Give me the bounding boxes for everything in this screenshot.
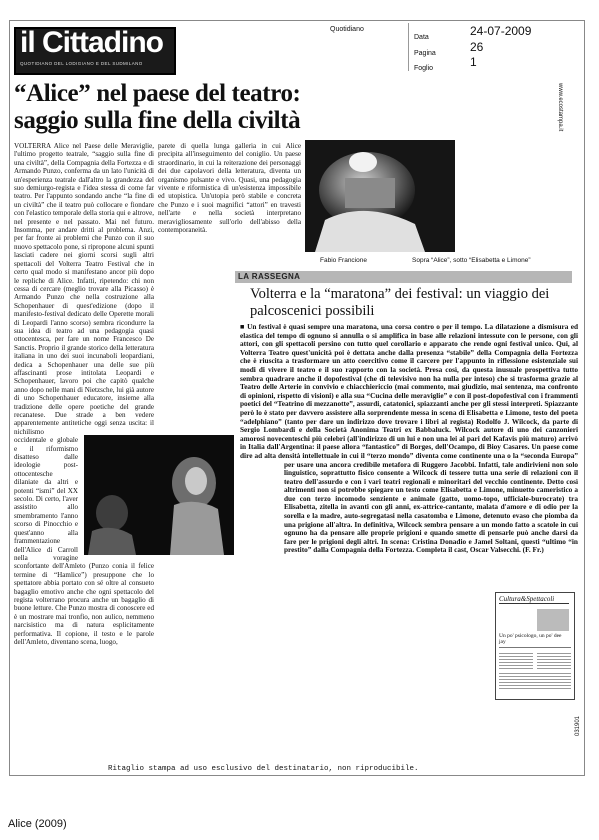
page-thumbnail — [495, 592, 575, 700]
thumbnail-headline: Un po' psicologo, un po' dee jay — [499, 633, 562, 645]
rassegna-body-text: ■ Un festival è quasi sempre una maratona, una corsa contro o per il tempo. La dilatazione a dismisura ed elastica del tempo di ognuno si annulla o si amplifica in base alle relazioni intessute con le persone, con gli attori, con gli spettacoli persino con tutto quel corollario e apparato che rende ogni festival unico. Qui, al Volterra Teatro quest'unicità poi è dettata anche dalla presenza “stabile” della Compagnia della Fortezza che è riuscita a trasformare un atto coercitivo come il carcere per l'appunto in riflessione esistenziale sui modi di vivere il teatro e il suo rapporto con la società. Presa così, da questa inusuale prospettiva tutto sembra quadrare anche il dopofestival (che di televisivo non ha nulla per inteso) che si trasforma grazie al Teatro delle Arterie in convivio e chiacchiericcio (mai commento, mai giudizio, mai sentenza, ma confronto di opinioni, rispetto di visioni) e alla sua “Cucina delle meraviglie” e con il post-dopofestival con i frammenti poetici del “Teatrino di mezzanotte”, assurdi, catatonici, spiazzanti anche per gli stessi interpreti. Spiazzante però lo è stato per davvero assistere alla sorprendente messa in scena di Elisabetta e Limone, testo del poeta “adelphiano” (tanto per dare un indirizzo dove trovare i libri al regista) Rodolfo J. Wilcock, da parte di Sergio Lombardi e della Società Anonima Teatri ex Babbaluck. Wilcock autore di uno dei canzonieri amorosi novecenteschi più celebri (all'indirizzo di un lui e non una lei al pari del Kafavis più maturo) arrivò in Italia dall'Argentina: il paese allora “fantastico” di Borges, dell'Ocampo, di Bioy Casares. Un paese come dire ad alta densità intellettuale in cui il “terzo mondo” diventa come continente una o la “seconda Europa” per usare una ancora credibile metafora di Ruggero Jacobbi. Infatti, tale andirivieni non solo linguistico, soprattutto fisico consente a Wilcock di tessere tutta una serie di relazioni con il teatro dell'assurdo e con i vari teatri regionali e minoritari del vecchio continente. Detto così altrimenti non si potrebbe spiegare un testo come Elisabetta e Limone, minuetto cameristico a due con terzo incomodo senziente e animale (gatto, uomo-topo, ufficiale-burocrate) tra Elisabetta, zitella in avanti con gli anni, ex-attrice-cantante, malata d'amore e di odio per la sorella e la madre, auto-segregatasi nella casatomba e Limone, detenuto evaso che piomba da una prigione all'altra. In definitiva, Wilcock sembra pensare a un mondo fatto a scatole in cui ognuno ha da pensare alle proprie prigioni e quando smette di pensarle può anche darsi da fare per le prigioni degli altri. In scena: Cristina Donadio e Jamel Soltani, questi “ultimo “in prestito” dalla Compagnia della Fortezza. Completa il cast, Oscar Valsecchi. (F. Fr.) — [240, 323, 578, 555]
sheet-label: Foglio — [414, 65, 434, 72]
thumbnail-section: Cultura&Spettacoli — [499, 595, 555, 603]
sheet-value: 1 — [470, 55, 477, 69]
date-label: Data — [414, 34, 429, 41]
article-headline: “Alice” nel paese del teatro: saggio sulla fine della civiltà — [14, 80, 301, 134]
side-url: www.ecostampa.it — [557, 83, 563, 132]
article-column-2-text: parete di quella lunga galleria in cui Alice precipita all'inseguimento del coniglio. Un paese straordinario, in cui la reiterazione dei personaggi dei due capolavori della letteratura, diventa un organismo pulsante e vivo. Quasi, una pedagogia vivente e riformistica di un'esistenza impossibile ed utopistica. Un'utopia però stabile e concreta che Punzo e i suoi magnifici “attori” en travesti nell'arte e nella società interpretano meravigliosamente sull'orlo dell'abisso della contemporaneità. — [158, 142, 301, 235]
date-value: 24-07-2009 — [470, 24, 532, 38]
rassegna-body — [240, 323, 578, 779]
article-column-2 — [158, 142, 301, 267]
logo-text: il Cittadino — [20, 26, 163, 59]
side-code: 031901 — [575, 715, 581, 736]
page-value: 26 — [470, 40, 484, 54]
logo-subtitle: QUOTIDIANO DEL LODIGIANO E DEL SUDMILANO — [20, 61, 143, 66]
photo-caption: Sopra “Alice”, sotto “Elisabetta e Limone” — [412, 257, 531, 264]
article-column-1-text: VOLTERRA Alice nel Paese delle Meraviglie, l'ultimo progetto teatrale, “saggio sulla fine di una civiltà”, della Compagnia della Fortezza e di Armando Punzo, conferma da un lato l'unicità di un'esperienza teatrale dall'altro la grandezza del suo demiurgo-regista e l'idea stessa di come far teatro. Per l'appunto sondando anche “la fine di un civiltà” che il teatro può collocare e fiondare con l'elastico temporale della storia qui e altrove, nel presente e nel passato. Mai nel futuro. Insomma, per andare dritti al problema. Anzi, per far fronte ai problemi che Punzo con il suo nuovo spettacolo pone, si ripropone alcuni spunti lasciati cadere nei giorni scorsi sugli altri spettacoli del Volterra Teatro Festival che in certo qual modo si manifestano ancor più dopo le repliche di Alice. Infatti, ripetendo: chi non cessa di cercare (meglio trovare alla Picasso) è Armando Punzo che nella costruzione alla Schopenhauer di quest'edizione (dopo il manifesto-festival dedicato delle Operette morali di Leopardi l'anno scorso) sembra ricondurre la sua idea di teatro ad una pedagogia quasi ottocentesca, per fare un nome Francesco De Sanctis. Proprio il grande storico della letteratura italiana in uno dei suoi incunaboli leopardiani, dedica a Schopenhauer una delle sue più affascinanti prose intitolata Leopardi e Schopenhauer, lavoro poi che capitò qualche anno dopo nelle mani di Nietzsche, lui già autore di uno Schopenhauer educatore, insieme alla tradizione delle opere poetiche del grande recanatese. Due strade a ben vedere apparentemente antitetiche oggi senza uscita: il nichilismo occidentale e globale e il riformismo disatteso dalle ideologie post-ottocentesche dilaniate da altri e potenti “ismi” del XX secolo. Di certo, l'aver assistito allo smembramento l'anno scorso di Pinocchio e quest'anno alla frammentazione dell'Alice di Carroll nella voragine sconfortante dell'Amleto (Punzo conia il felice termine di “Hamlice”) presuppone che lo spettatore abbia portato con sé oltre al consueto bagaglio emotivo anche che ogni spettacolo del regista volterrano procura anche un bagaglio di buone letture. Che Punzo mostra di conoscere ed è un mostrare mai tronfio, non aulico, nemmeno narcisistico ma di natura esplicitamente performativa. Il copione, il testo e le parole dell'Amleto, diventano scena, luogo, — [14, 142, 154, 646]
thumbnail-rule — [499, 603, 569, 604]
publication-type: Quotidiano — [330, 26, 364, 33]
footer-note: Ritaglio stampa ad uso esclusivo del destinatario, non riproducibile. — [108, 765, 419, 773]
photo-alice — [305, 140, 455, 252]
photo-credit: Fabio Francione — [320, 257, 367, 264]
photo-elisabetta-limone — [84, 435, 234, 555]
page-label: Pagina — [414, 50, 436, 57]
rassegna-title: Volterra e la “maratona” dei festival: un viaggio dei palcoscenici possibili — [250, 286, 550, 319]
image-caption: Alice (2009) — [8, 818, 67, 830]
rassegna-label: LA RASSEGNA — [238, 272, 301, 281]
sheet-row — [414, 57, 433, 75]
